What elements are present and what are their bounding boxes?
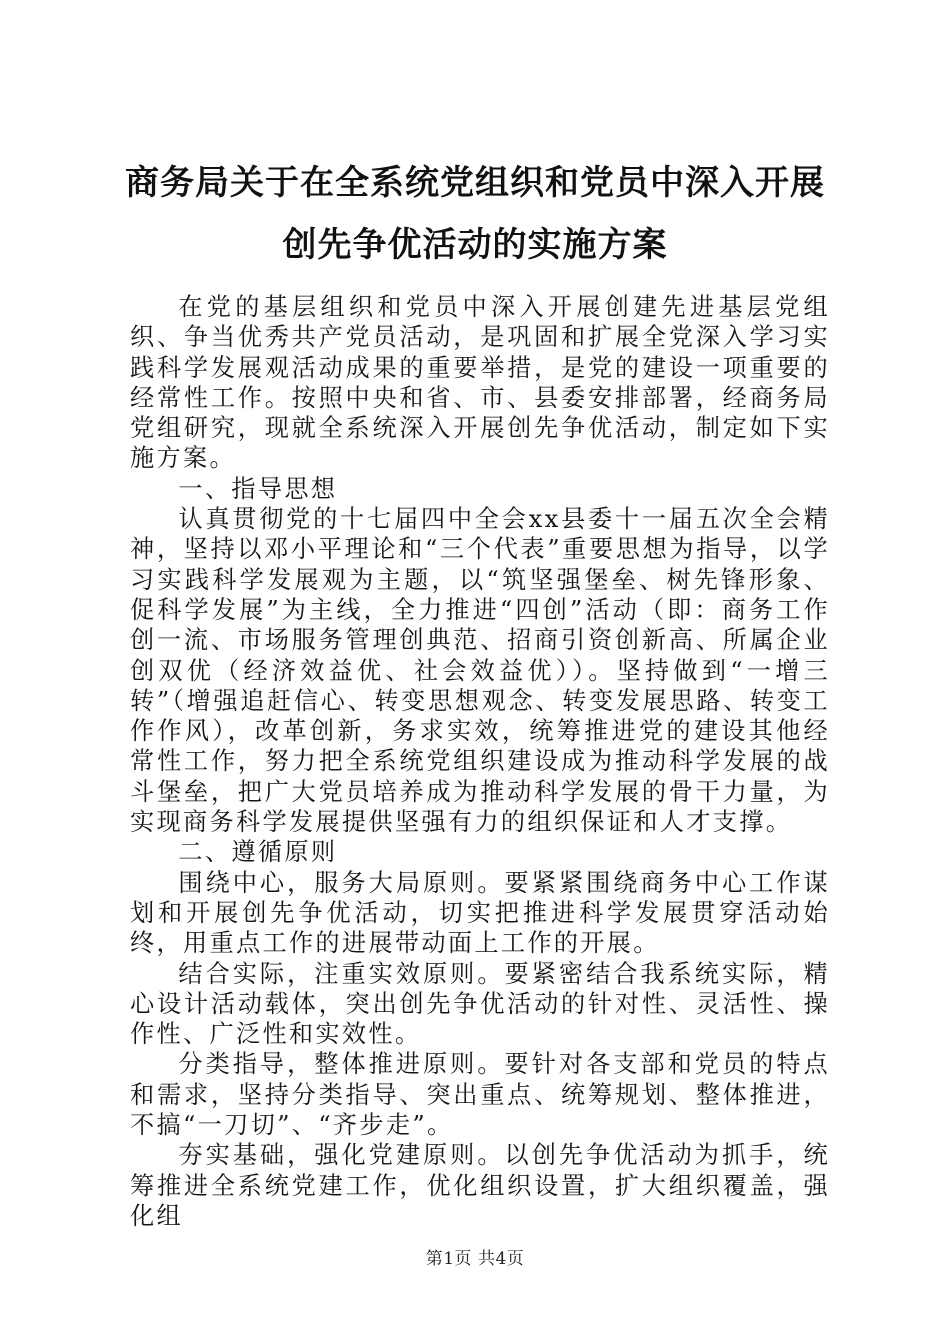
principle-paragraph-2: 结合实际，注重实效原则。要紧密结合我系统实际，精心设计活动载体，突出创先争优活动的针对性、灵活性、操作性、广泛性和实效性。 bbox=[130, 959, 830, 1049]
document-body bbox=[130, 292, 830, 1231]
section-heading-guiding-ideology: 一、指导思想 bbox=[178, 474, 338, 503]
principle-paragraph-4: 夯实基础，强化党建原则。以创先争优活动为抓手，统筹推进全系统党建工作，优化组织设置，扩大组织覆盖，强化组 bbox=[130, 1141, 830, 1230]
document-title-line-2: 创先争优活动的实施方案 bbox=[282, 225, 668, 265]
document-title-line-1: 商务局关于在全系统党组织和党员中深入开展 bbox=[125, 163, 825, 203]
guiding-ideology-paragraph: 认真贯彻党的十七届四中全会xx县委十一届五次全会精神，坚持以邓小平理论和“三个代表”重要思想为指导，以学习实践科学发展观为主题，以“筑坚强堡垒、树先锋形象、促科学发展”为主线，全力推进“四创”活动（即：商务工作创一流、市场服务管理创典范、招商引资创新高、所属企业创双优（经济效益优、社会效益优））。坚持做到“一增三转”（增强追赶信心、转变思想观念、转变发展思路、转变工作作风），改革创新，务求实效，统筹推进党的建设其他经常性工作，努力把全系统党组织建设成为推动科学发展的战斗堡垒，把广大党员培养成为推动科学发展的骨干力量，为实现商务科学发展提供坚强有力的组织保证和人才支撑。 bbox=[130, 505, 830, 837]
section-heading-principles: 二、遵循原则 bbox=[178, 838, 338, 867]
principle-paragraph-3: 分类指导，整体推进原则。要针对各支部和党员的特点和需求，坚持分类指导、突出重点、统筹规划、整体推进，不搞“一刀切”、“齐步走”。 bbox=[130, 1050, 830, 1140]
intro-paragraph: 在党的基层组织和党员中深入开展创建先进基层党组织、争当优秀共产党员活动，是巩固和扩展全党深入学习实践科学发展观活动成果的重要举措，是党的建设一项重要的经常性工作。按照中央和省、市、县委安排部署，经商务局党组研究，现就全系统深入开展创先争优活动，制定如下实施方案。 bbox=[130, 293, 830, 473]
page-footer: 第1页 共4页 bbox=[425, 1249, 525, 1269]
principle-paragraph-1: 围绕中心，服务大局原则。要紧紧围绕商务中心工作谋划和开展创先争优活动，切实把推进科学发展贯穿活动始终，用重点工作的进展带动面上工作的开展。 bbox=[130, 868, 830, 958]
